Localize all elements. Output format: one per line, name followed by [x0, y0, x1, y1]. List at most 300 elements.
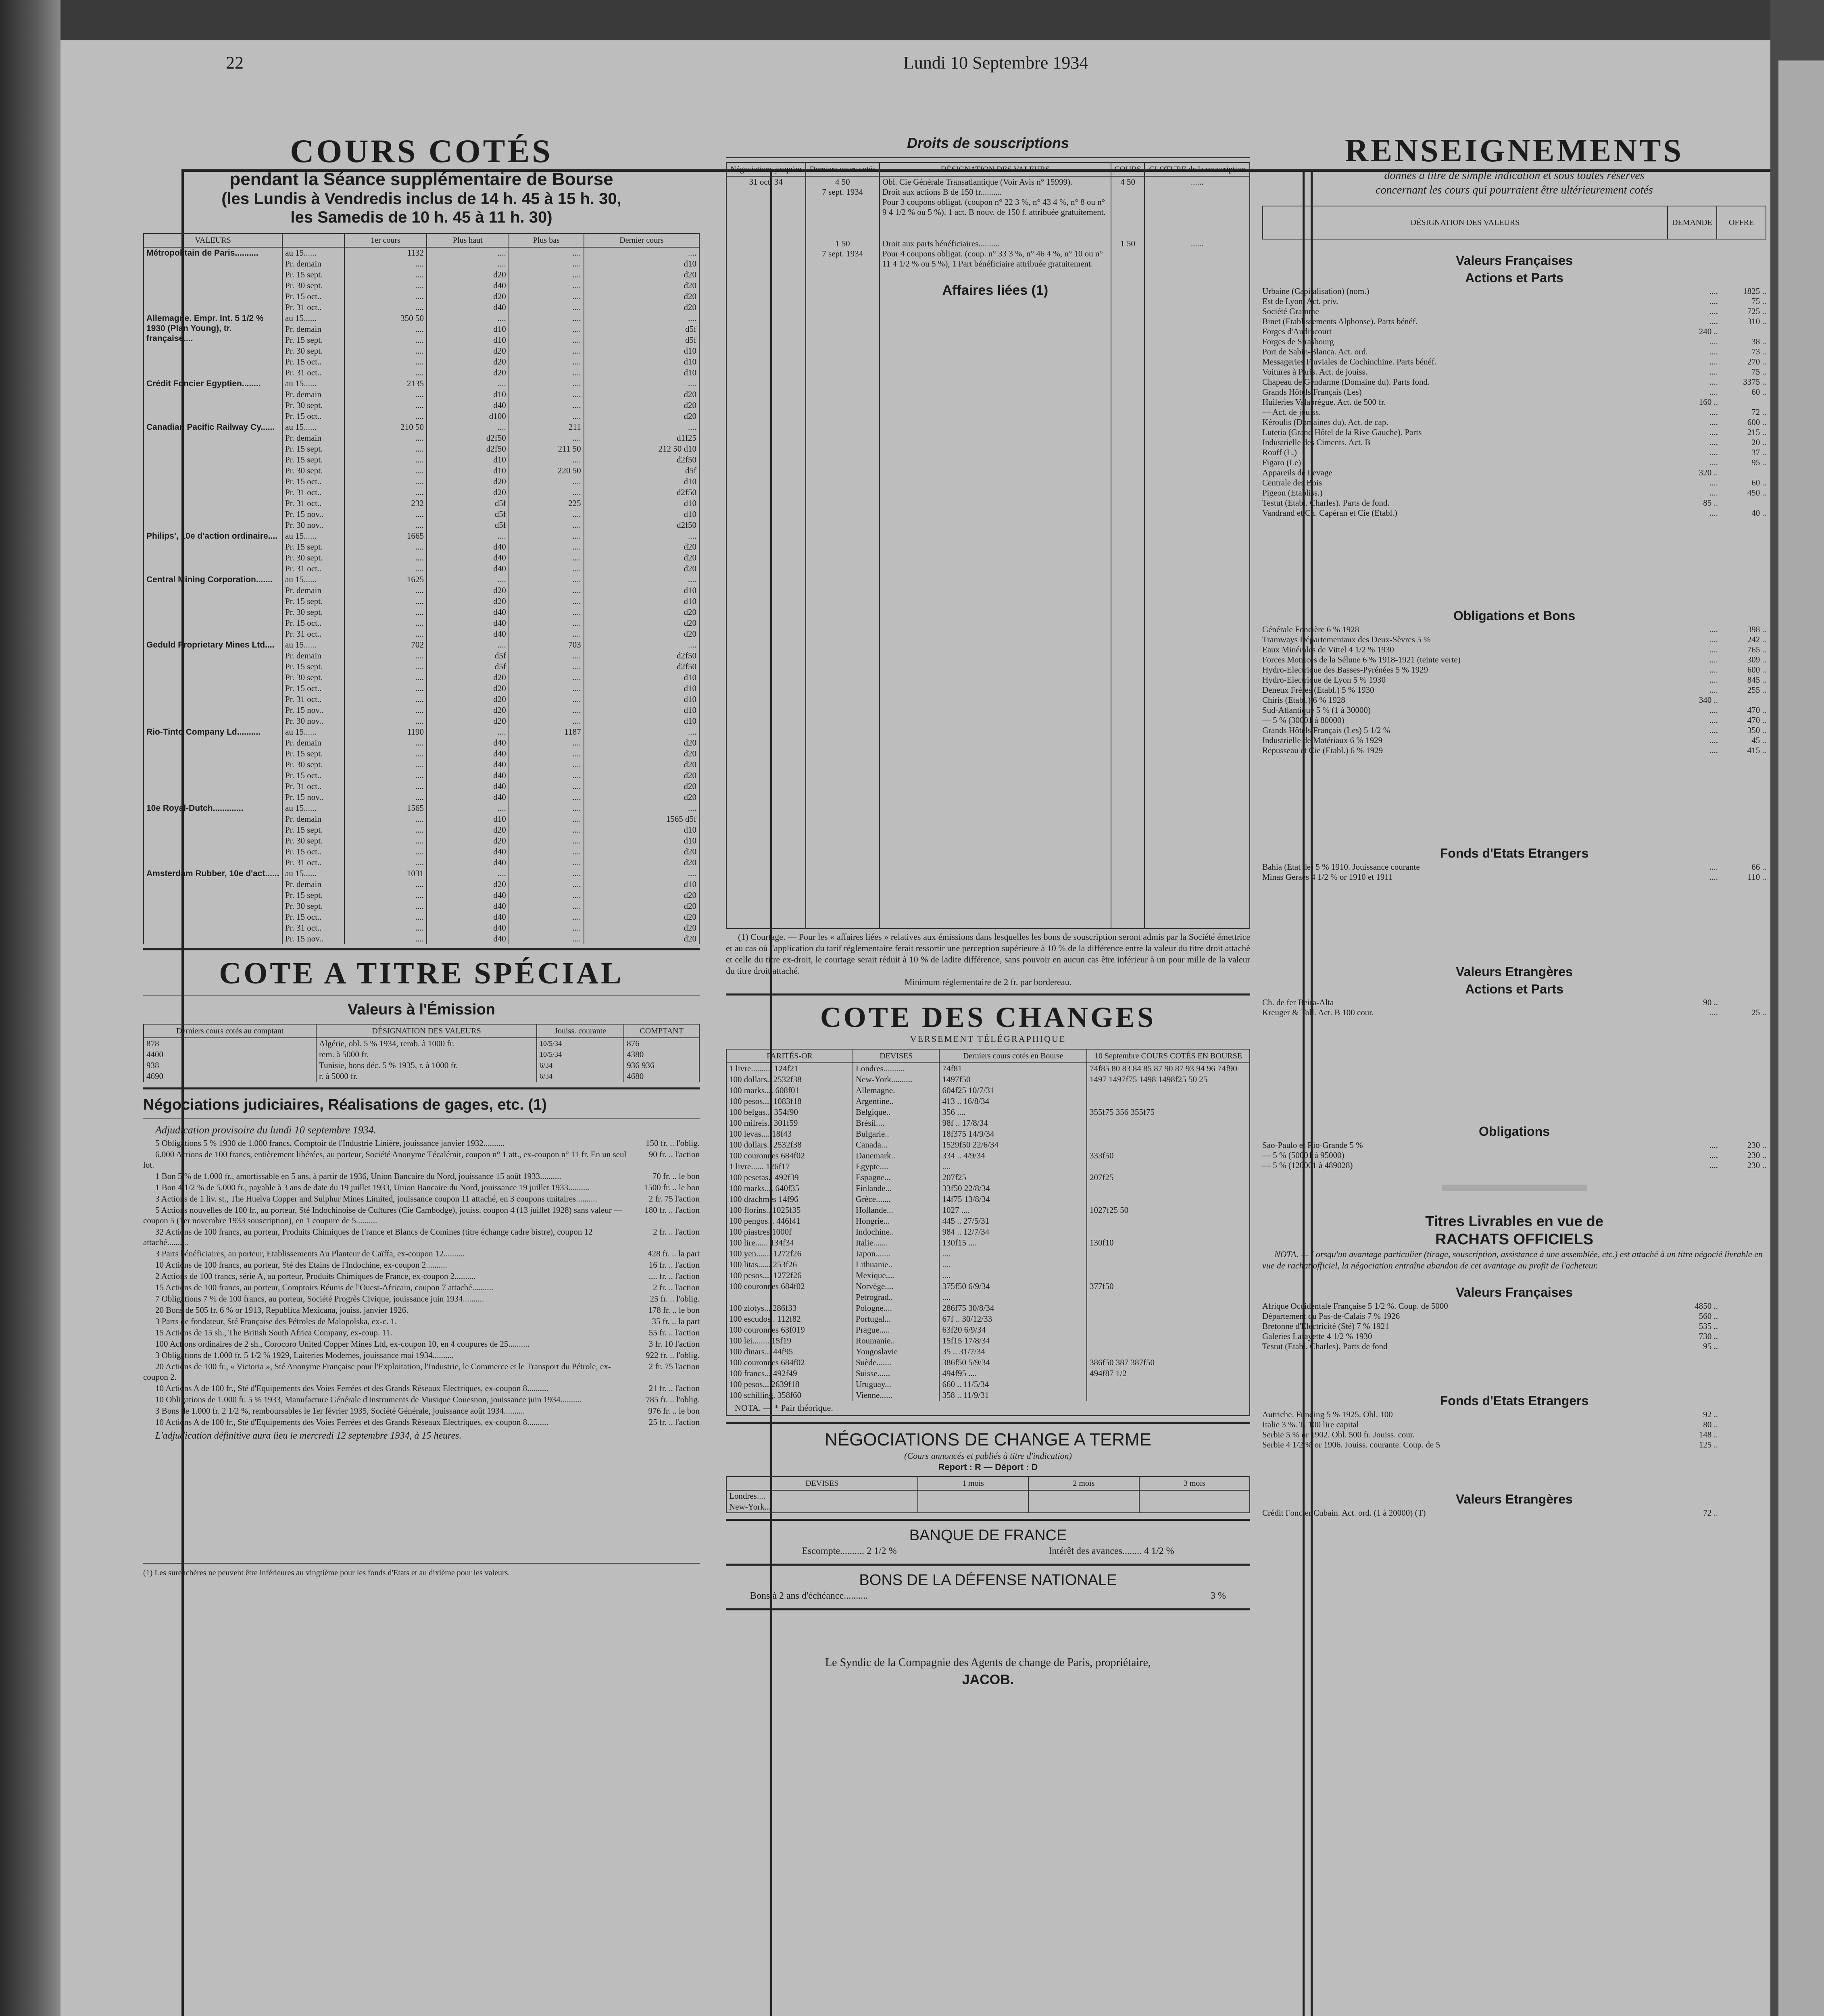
- quote: ....: [509, 923, 584, 933]
- quote: ....: [344, 607, 427, 618]
- list-item: [143, 1361, 700, 1382]
- quote: d40: [427, 629, 509, 639]
- list-item: [143, 1149, 700, 1170]
- devise: Japon.......: [853, 1248, 939, 1259]
- quote: ....: [509, 650, 584, 661]
- quote: ....: [344, 661, 427, 672]
- divider: [143, 995, 700, 996]
- devise: Danemark..: [853, 1150, 939, 1161]
- demande: ....: [1709, 347, 1718, 356]
- list-item: [1262, 645, 1766, 655]
- cs-cell: 10/5/34: [537, 1049, 624, 1060]
- item-price: 976 fr. .. le bon: [648, 1406, 700, 1416]
- list-item: [1262, 357, 1766, 367]
- list-item: [143, 1327, 700, 1338]
- quote: ....: [509, 857, 584, 868]
- security-name: Central Mining Corporation.......: [144, 574, 282, 639]
- quote: ....: [344, 335, 427, 346]
- dr-cell: Droit aux parts bénéficiaires.......... Pour 4 coupons obligat. (coup. n° 33 3 %, n° 46 4 %, n° 10 ou n° 11 4 1/2 % ou 5 %), 1 Part bénéficiaire attribuée gratuitement.: [880, 238, 1111, 285]
- quote: d10: [584, 716, 699, 727]
- list-item: [1262, 1321, 1766, 1331]
- quote: ....: [509, 661, 584, 672]
- quote: d2f50: [584, 661, 699, 672]
- quote: d10: [584, 825, 699, 835]
- table-row: [144, 803, 699, 814]
- devise: Roumanie..: [853, 1335, 939, 1346]
- quote: ....: [427, 868, 509, 879]
- dernier-cours: 1027 ....: [939, 1205, 1087, 1216]
- term: Pr. 15 oct..: [282, 356, 344, 367]
- devise: Uruguay...: [853, 1379, 939, 1390]
- quote: ....: [584, 574, 699, 585]
- table-row: [726, 1346, 1250, 1357]
- cours-10-sept: 386f50 387 387f50: [1087, 1357, 1250, 1368]
- cs-cell: 4690: [144, 1071, 316, 1082]
- dernier-cours: 494f95 ....: [939, 1368, 1087, 1379]
- devise: Norvège....: [853, 1281, 939, 1292]
- term: Pr. demain: [282, 737, 344, 748]
- parite: 100 drachmes 14f96: [726, 1194, 853, 1205]
- divider: [143, 1118, 700, 1119]
- offre: [1718, 1311, 1766, 1321]
- quote: d40: [427, 302, 509, 313]
- divider: [726, 1422, 1250, 1424]
- demande: ....: [1709, 377, 1718, 387]
- list-item: [143, 1350, 700, 1360]
- quote: d20: [584, 890, 699, 901]
- changes-table: [726, 1049, 1250, 1401]
- table-row: [726, 1259, 1250, 1270]
- demande: ....: [1709, 675, 1718, 685]
- quote: ....: [344, 618, 427, 629]
- devise: Espagne...: [853, 1172, 939, 1183]
- table-row: [726, 1161, 1250, 1172]
- cours-10-sept: [1087, 1259, 1250, 1270]
- list-item: [1262, 1150, 1766, 1160]
- quote: d20: [584, 759, 699, 770]
- item-price: 428 fr. .. la part: [648, 1249, 700, 1258]
- term: au 15......: [282, 574, 344, 585]
- demande: 240 ..: [1699, 327, 1718, 336]
- quote: d40: [427, 400, 509, 411]
- demande: ....: [1709, 625, 1718, 634]
- demande: 160 ..: [1699, 397, 1718, 407]
- divider: [726, 993, 1250, 996]
- quote: d1f25: [584, 433, 699, 444]
- value-name: Forces Motrices de la Sélune 6 % 1918-1921 (teinte verte): [1262, 655, 1461, 664]
- offre: 725 ..: [1747, 306, 1766, 316]
- quote: ....: [344, 705, 427, 716]
- quote: 1665: [344, 531, 427, 541]
- offre: 350 ..: [1747, 725, 1766, 735]
- table-row: [726, 1281, 1250, 1292]
- parite: 100 marks.... 608f01: [726, 1085, 853, 1096]
- term: Pr. 15 sept.: [282, 444, 344, 454]
- table-row: [726, 1096, 1250, 1107]
- quote: ....: [584, 531, 699, 541]
- quote: d10: [584, 835, 699, 846]
- quote: d20: [584, 302, 699, 313]
- list-item: [143, 1339, 700, 1349]
- devise: Allemagne.: [853, 1085, 939, 1096]
- quote: ....: [344, 585, 427, 596]
- value-name: Industrielle de Matériaux 6 % 1929: [1262, 735, 1382, 745]
- quote: d10: [584, 367, 699, 378]
- list-item: [1262, 665, 1766, 675]
- quote: ....: [427, 422, 509, 433]
- list-item: [1262, 685, 1766, 695]
- quote: ....: [344, 356, 427, 367]
- item-price: 2 fr. .. l'action: [653, 1227, 700, 1237]
- quote: d10: [584, 672, 699, 683]
- term: Pr. 15 sept.: [282, 825, 344, 835]
- section-head: Obligations et Bons: [1453, 608, 1576, 623]
- value-name: Bahia (Etat de) 5 % 1910. Jouissance courante: [1262, 862, 1420, 872]
- item-price: 180 fr. .. l'action: [644, 1205, 700, 1215]
- quote: ....: [509, 835, 584, 846]
- value-name: Lutetia (Grand Hôtel de la Rive Gauche). Parts: [1262, 427, 1422, 437]
- devise: Argentine..: [853, 1096, 939, 1107]
- quote: ....: [509, 683, 584, 694]
- quote: d5f: [427, 650, 509, 661]
- list-item: [1262, 437, 1766, 448]
- cours-10-sept: [1087, 1129, 1250, 1139]
- list-item: [1262, 508, 1766, 518]
- te-cell: [1028, 1502, 1139, 1513]
- quote: 225: [509, 498, 584, 509]
- cours-10-sept: [1087, 1335, 1250, 1346]
- cours-10-sept: [1087, 1303, 1250, 1314]
- list-item: [1262, 872, 1766, 882]
- security-name: Rio-Tinto Company Ld..........: [144, 727, 282, 803]
- quote: ....: [344, 890, 427, 901]
- value-name: Kreuger & Toll. Act. B 100 cour.: [1262, 1008, 1374, 1017]
- quote: d10: [584, 258, 699, 269]
- quote: d10: [584, 694, 699, 705]
- table-row: [726, 1292, 1250, 1303]
- parite: 100 couronnes 684f02: [726, 1150, 853, 1161]
- item-price: 55 fr. .. l'action: [648, 1328, 700, 1337]
- devise: Mexique....: [853, 1270, 939, 1281]
- list-item: [1262, 498, 1766, 508]
- list-item: [143, 1293, 700, 1304]
- quote: d5f: [584, 324, 699, 335]
- quote: d10: [584, 346, 699, 356]
- offre: 75 ..: [1751, 296, 1766, 306]
- value-name: Industrielle des Ciments. Act. B: [1262, 437, 1371, 447]
- table-row: [726, 1270, 1250, 1281]
- value-name: Ch. de fer Beira-Alta: [1262, 998, 1334, 1007]
- cc-col-header: [282, 233, 344, 247]
- te-devise: New-York...: [726, 1502, 918, 1513]
- parite: 100 yen....... 1272f26: [726, 1248, 853, 1259]
- section-subhead: Actions et Parts: [1465, 982, 1563, 996]
- dr-col-header: Derniers cours cotés: [806, 162, 880, 176]
- term: Pr. 15 nov..: [282, 705, 344, 716]
- parite: 100 francs... 492f49: [726, 1368, 853, 1379]
- cours-10-sept: [1087, 1379, 1250, 1390]
- quote: ....: [344, 465, 427, 476]
- cours-10-sept: [1087, 1139, 1250, 1150]
- dernier-cours: 98f .. 17/8/34: [939, 1118, 1087, 1129]
- offre: 450 ..: [1747, 488, 1766, 498]
- quote: ....: [509, 846, 584, 857]
- cs-col-header: Jouiss. courante: [537, 1024, 624, 1038]
- quote: ....: [427, 639, 509, 650]
- parite: [726, 1292, 853, 1303]
- table-row: [144, 639, 699, 650]
- quote: 212 50 d10: [584, 444, 699, 454]
- list-item: [1262, 725, 1766, 735]
- demande: ....: [1709, 387, 1718, 397]
- quote: ....: [344, 509, 427, 520]
- parite: 100 pesetas.. 492f39: [726, 1172, 853, 1183]
- parite: 100 couronnes 684f02: [726, 1357, 853, 1368]
- dernier-cours: ....: [939, 1248, 1087, 1259]
- item-text: 20 Actions de 100 fr., « Victoria », Sté Anonyme Française pour l'Exploitation, l'Industrie, le Commerce et le Transport du Pétrole, ex-coupon 2.: [143, 1362, 611, 1382]
- demande: ....: [1709, 417, 1718, 427]
- col-demande: DEMANDE: [1668, 206, 1717, 239]
- list-item: [1262, 458, 1766, 468]
- term: au 15......: [282, 727, 344, 737]
- ch-col-header: PARITÉS-OR: [726, 1049, 853, 1063]
- devise: Indochine..: [853, 1227, 939, 1237]
- column-right: [1262, 133, 1766, 2016]
- quote: ....: [509, 476, 584, 487]
- quote: ....: [509, 313, 584, 324]
- quote: ....: [509, 803, 584, 814]
- dernier-cours: ....: [939, 1270, 1087, 1281]
- table-row: [726, 1335, 1250, 1346]
- page-number: 22: [226, 53, 244, 73]
- renseignements-subtitle-1: donnés à titre de simple indication et sous toutes réserves: [1384, 169, 1645, 182]
- term: Pr. 15 nov..: [282, 792, 344, 803]
- demande: ....: [1709, 1160, 1718, 1170]
- cours-10-sept: [1087, 1183, 1250, 1194]
- devise: Petrograd..: [853, 1292, 939, 1303]
- list-item: [143, 1182, 700, 1193]
- term: au 15......: [282, 639, 344, 650]
- quote: d10: [584, 683, 699, 694]
- parite: 100 dollars.. 2532f38: [726, 1139, 853, 1150]
- cours-10-sept: [1087, 1292, 1250, 1303]
- demande: ....: [1709, 337, 1718, 346]
- table-row: [726, 1205, 1250, 1216]
- cours-cotes-title: COURS COTÉS: [290, 133, 553, 169]
- renseignements-title: RENSEIGNEMENTS: [1345, 133, 1684, 169]
- adjudication-line: Adjudication provisoire du lundi 10 septembre 1934.: [155, 1124, 377, 1136]
- value-name: Rouff (L.): [1262, 448, 1297, 457]
- quote: ....: [344, 302, 427, 313]
- te-col-header: 2 mois: [1028, 1477, 1139, 1490]
- rachats-sections: [1262, 1283, 1766, 1518]
- banque-escompte: Escompte.......... 2 1/2 %: [802, 1546, 897, 1556]
- quote: ....: [509, 280, 584, 291]
- quote: ....: [427, 803, 509, 814]
- quote: 1187: [509, 727, 584, 737]
- banque-avances: Intérêt des avances........ 4 1/2 %: [1049, 1546, 1174, 1556]
- terme-title: NÉGOCIATIONS DE CHANGE A TERME: [824, 1430, 1152, 1450]
- quote: 1132: [344, 247, 427, 258]
- demande: ....: [1709, 478, 1718, 487]
- cote-special-table: [143, 1024, 700, 1082]
- quote: ....: [344, 280, 427, 291]
- quote: d20: [584, 792, 699, 803]
- cs-cell: 6/34: [537, 1071, 624, 1082]
- dernier-cours: 286f75 30/8/34: [939, 1303, 1087, 1314]
- demande: ....: [1709, 725, 1718, 735]
- quote: ....: [509, 367, 584, 378]
- demande: ....: [1709, 488, 1718, 498]
- quote: ....: [344, 792, 427, 803]
- item-text: 5 Obligations 5 % 1930 de 1.000 francs, Comptoir de l'Industrie Linière, jouissance janvier 1932..........: [155, 1138, 505, 1148]
- quote: ....: [344, 596, 427, 607]
- quote: d10: [584, 705, 699, 716]
- item-price: 3 fr. 10 l'action: [648, 1339, 700, 1349]
- quote: ....: [344, 389, 427, 400]
- table-row: [726, 1150, 1250, 1161]
- syndic-line: Le Syndic de la Compagnie des Agents de change de Paris, propriétaire,: [825, 1656, 1151, 1669]
- courtage-note: (1) Courtage. — Pour les « affaires liées » relatives aux émissions dans lesquelles les bons de souscription seront admis par la Société émettrice et au cas où l'application du tarif réglementaire ferait ressortir une perception supérieure à 10 % de la différence entre la valeur du titre droit attaché et celle du titre ex-droit, le courtage serait réduit à 10 % de ladite différence, sans pouvoir en aucun cas être inférieur à un pour mille de la valeur du titre droit attaché.: [726, 928, 1250, 977]
- offre: [1718, 397, 1766, 407]
- offre: [1718, 1440, 1766, 1450]
- offre: 600 ..: [1747, 665, 1766, 675]
- section-subhead: Actions et Parts: [1465, 271, 1563, 285]
- cs-cell: Tunisie, bons déc. 5 % 1935, r. à 1000 fr.: [316, 1060, 537, 1071]
- quote: d2f50: [584, 454, 699, 465]
- item-price: 2 fr. .. l'action: [653, 1283, 700, 1292]
- quote: ....: [344, 552, 427, 563]
- te-col-header: 1 mois: [918, 1477, 1028, 1490]
- quote: d20: [427, 879, 509, 890]
- quote: d20: [584, 280, 699, 291]
- term: Pr. demain: [282, 814, 344, 825]
- quote: d40: [427, 912, 509, 923]
- dr-col-header: COURS: [1111, 162, 1144, 176]
- divider: [143, 1087, 700, 1089]
- list-item: [1262, 998, 1766, 1008]
- list-item: [1262, 478, 1766, 488]
- item-text: 6.000 Actions de 100 francs, entièrement libérées, au porteur, Société Anonyme Técalémit, coupon n° 1 att., ex-coupon n° 11 fr. En un seul lot.: [143, 1150, 627, 1170]
- security-name: Métropolitain de Paris..........: [144, 247, 282, 313]
- quote: ....: [509, 258, 584, 269]
- demande: 340 ..: [1699, 695, 1718, 705]
- devise: Canada...: [853, 1139, 939, 1150]
- quote: d20: [584, 857, 699, 868]
- droits-title: Droits de souscriptions: [907, 135, 1069, 151]
- list-item: [1262, 715, 1766, 725]
- quote: d40: [427, 737, 509, 748]
- table-row: [726, 1063, 1250, 1074]
- value-name: Voitures à Paris. Act. de jouiss.: [1262, 367, 1367, 377]
- column-middle: [726, 133, 1250, 2016]
- te-cell: [1139, 1490, 1250, 1502]
- term: au 15......: [282, 803, 344, 814]
- table-row: [726, 1303, 1250, 1314]
- item-price: 25 fr. .. l'action: [648, 1417, 700, 1427]
- changes-subtitle: VERSEMENT TÉLÉGRAPHIQUE: [910, 1034, 1066, 1044]
- cours-cotes-hours-1: (les Lundis à Vendredis inclus de 14 h. 45 à 15 h. 30,: [221, 190, 621, 208]
- term: Pr. 31 oct..: [282, 487, 344, 498]
- table-row: [726, 1183, 1250, 1194]
- term: Pr. 15 oct..: [282, 411, 344, 422]
- quote: ....: [584, 727, 699, 737]
- term: Pr. 15 sept.: [282, 748, 344, 759]
- quote: ....: [509, 879, 584, 890]
- list-item: [1262, 735, 1766, 746]
- banque-rates: [726, 1544, 1250, 1558]
- list-item: [143, 1205, 700, 1226]
- offre: 60 ..: [1751, 387, 1766, 397]
- cs-cell: rem. à 5000 fr.: [316, 1049, 537, 1060]
- item-price: 1500 fr. .. le bon: [644, 1183, 700, 1192]
- item-text: 100 Actions ordinaires de 2 sh., Corocoro United Copper Mines Ltd, ex-coupon 10, en 4 coupures de 25..........: [155, 1339, 529, 1349]
- item-text: 15 Actions de 100 francs, au porteur, Comptoirs Réunis de l'Ouest-Africain, coupon 7 attaché..........: [155, 1283, 494, 1292]
- quote: ....: [509, 585, 584, 596]
- quote: d10: [584, 476, 699, 487]
- quote: ....: [344, 737, 427, 748]
- list-item: [1262, 1420, 1766, 1430]
- demande: 148 ..: [1699, 1430, 1718, 1439]
- terme-report: Report : R — Déport : D: [938, 1462, 1038, 1472]
- quote: ....: [509, 302, 584, 313]
- demande: ....: [1709, 1150, 1718, 1160]
- quote: 350 50: [344, 313, 427, 324]
- quote: d20: [584, 901, 699, 912]
- table-row: [144, 574, 699, 585]
- demande: 320 ..: [1699, 468, 1718, 477]
- offre: 110 ..: [1747, 872, 1766, 882]
- quote: ....: [344, 835, 427, 846]
- table-row: [726, 1227, 1250, 1237]
- cc-col-header: Plus haut: [427, 233, 509, 247]
- quote: ....: [344, 770, 427, 781]
- dernier-cours: 386f50 5/9/34: [939, 1357, 1087, 1368]
- table-row: [726, 1502, 1250, 1513]
- term: Pr. 30 sept.: [282, 552, 344, 563]
- quote: ....: [427, 258, 509, 269]
- quote: d20: [584, 607, 699, 618]
- item-price: .... fr. .. l'action: [648, 1271, 700, 1281]
- parite: 100 dollars.. 2532f38: [726, 1074, 853, 1085]
- cours-cotes-subtitle: pendant la Séance supplémentaire de Bourse: [229, 169, 613, 189]
- demande: ....: [1709, 508, 1718, 518]
- value-name: Sao-Paulo et Rio-Grande 5 %: [1262, 1140, 1363, 1150]
- value-name: Forges d'Audincourt: [1262, 327, 1332, 336]
- quote: ....: [509, 716, 584, 727]
- dernier-cours: 67f .. 30/12/33: [939, 1314, 1087, 1325]
- bons-defense-label: Bons à 2 ans d'échéance..........: [750, 1591, 868, 1601]
- courtage-minimum: Minimum réglementaire de 2 fr. par bordereau.: [904, 977, 1072, 987]
- table-row: [144, 868, 699, 879]
- quote: ....: [344, 367, 427, 378]
- demande: ....: [1709, 715, 1718, 725]
- parite: 100 pesos.... 1083f18: [726, 1096, 853, 1107]
- quote: 211 50: [509, 444, 584, 454]
- quote: 220 50: [509, 465, 584, 476]
- quote: d10: [584, 879, 699, 890]
- cs-cell: 4380: [624, 1049, 699, 1060]
- value-name: Sud-Atlantique 5 % (1 à 30000): [1262, 705, 1371, 715]
- demande: ....: [1709, 746, 1718, 755]
- offre: 45 ..: [1751, 735, 1766, 745]
- quote: ....: [509, 335, 584, 346]
- quote: d40: [427, 563, 509, 574]
- quote: ....: [509, 868, 584, 879]
- table-row: [726, 1368, 1250, 1379]
- value-name: Forges de Strasbourg: [1262, 337, 1334, 346]
- list-item: [1262, 448, 1766, 458]
